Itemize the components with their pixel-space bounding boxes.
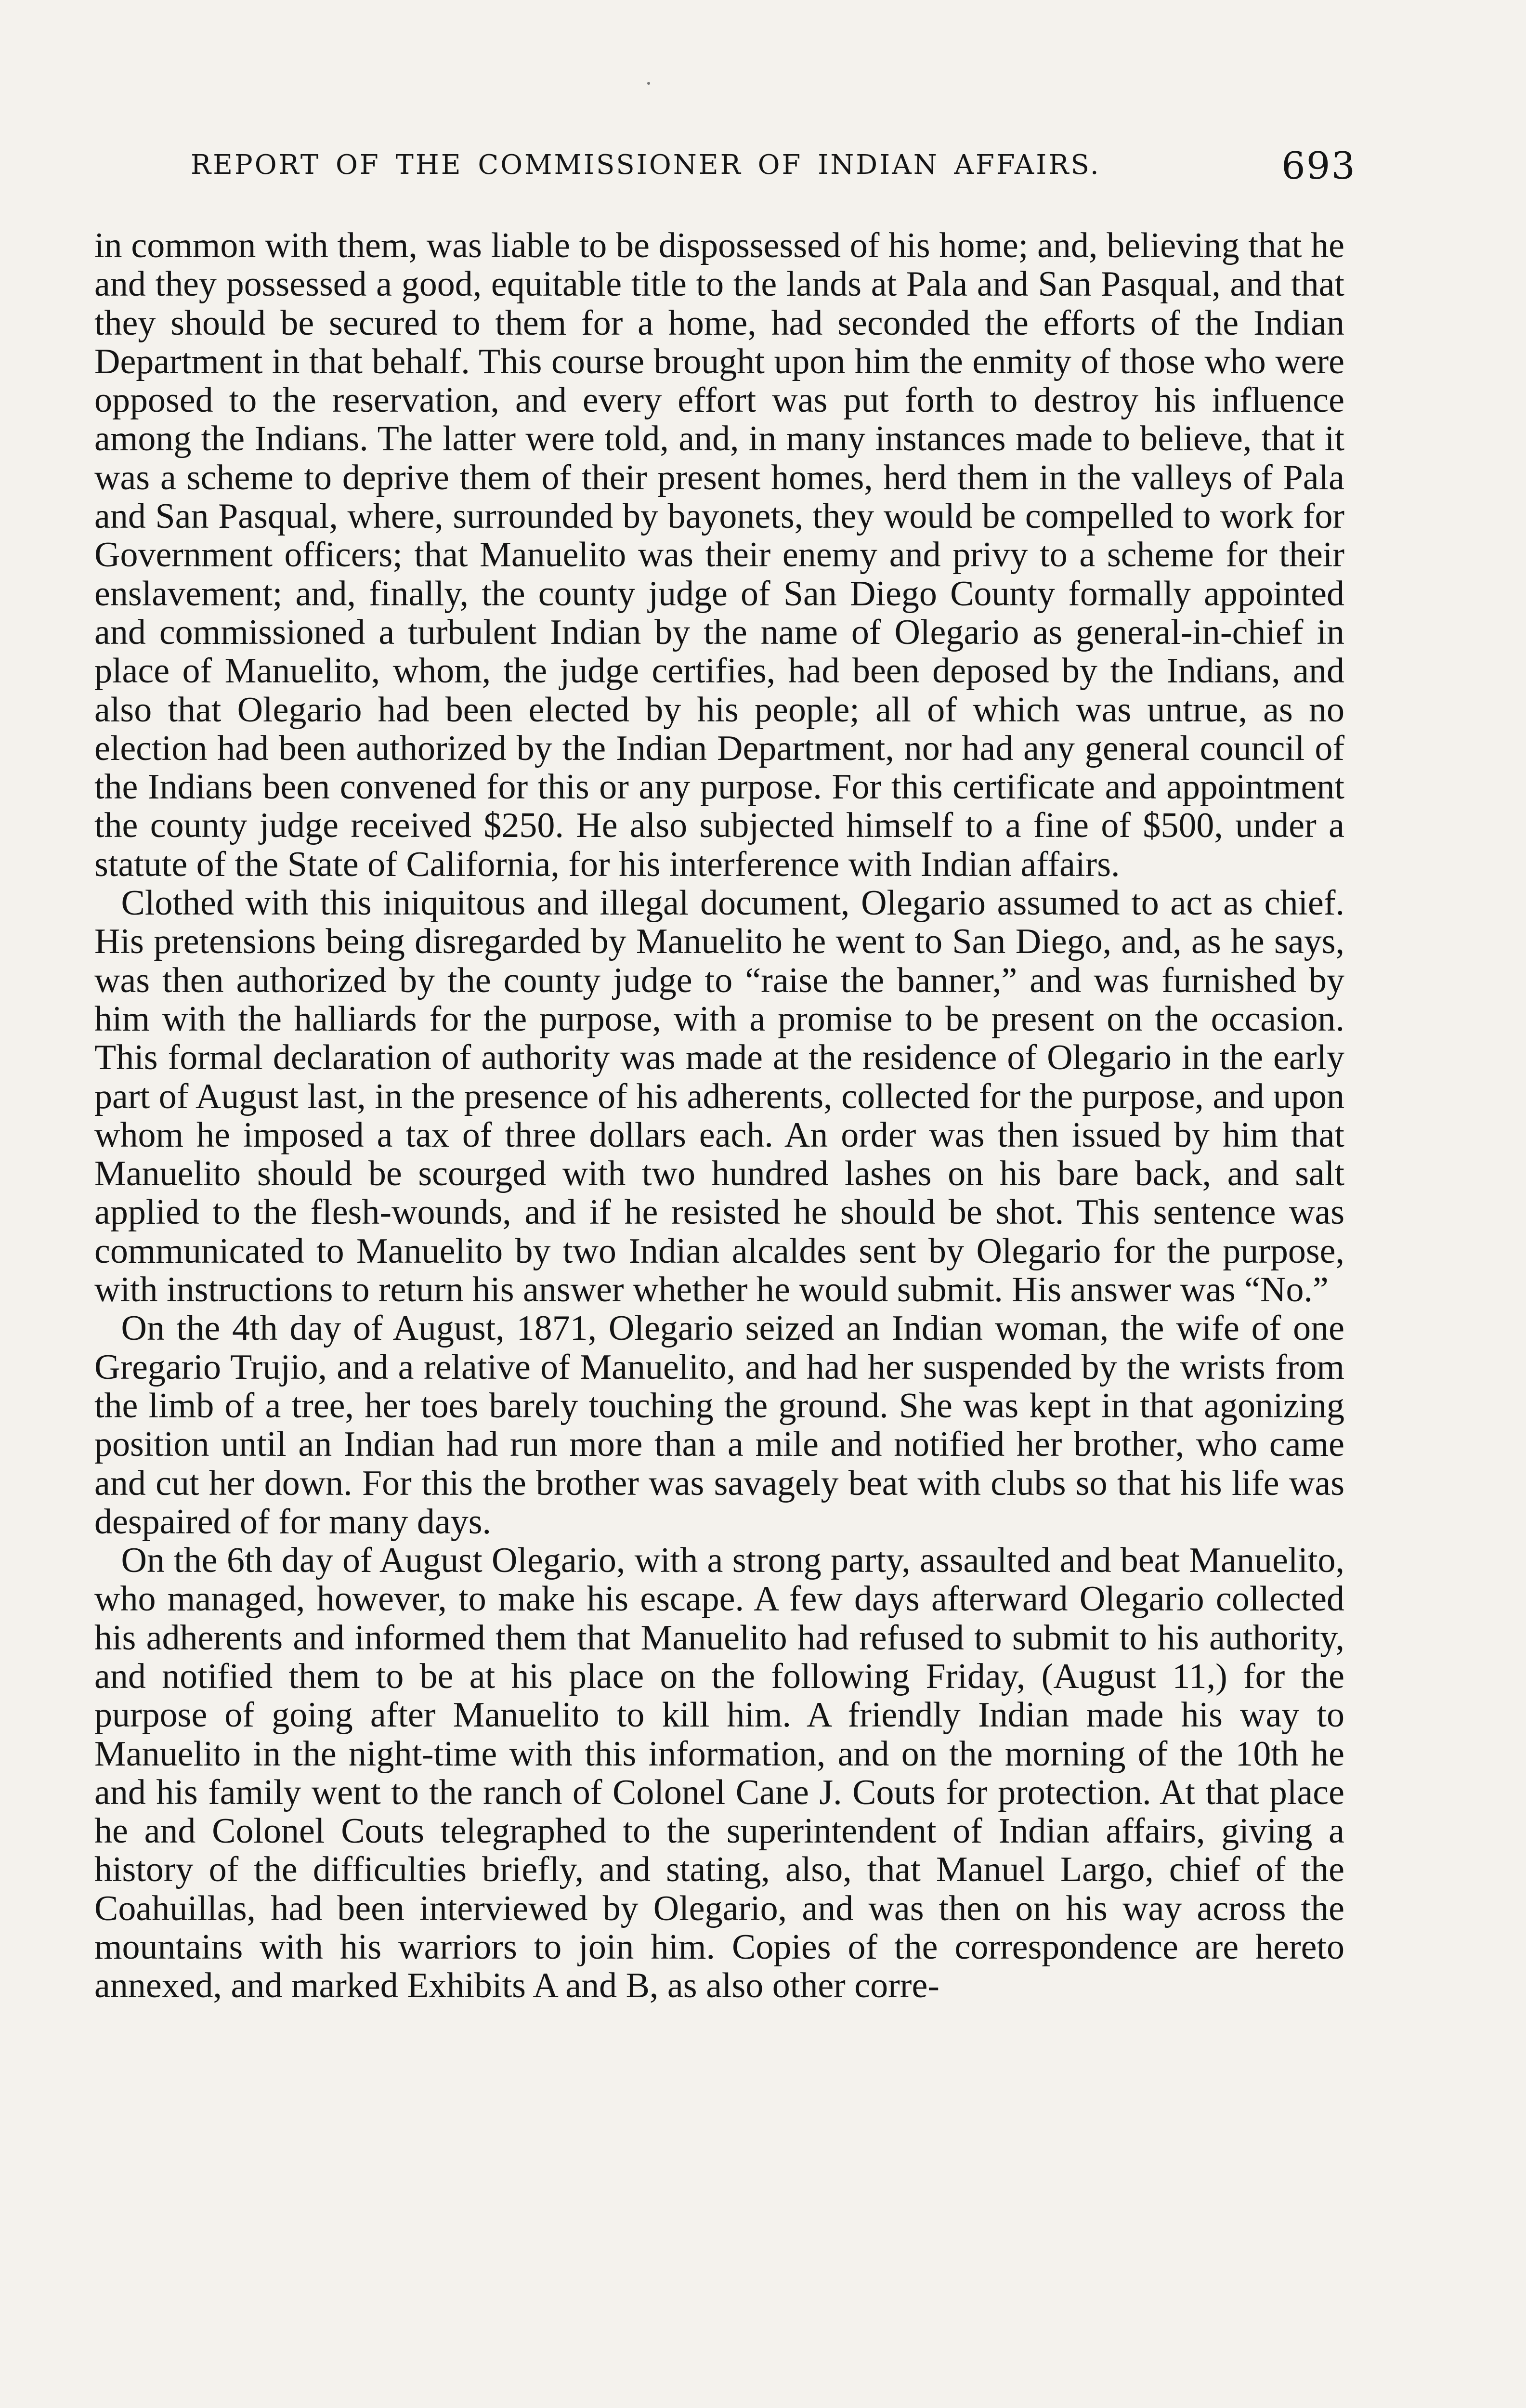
running-title: REPORT OF THE COMMISSIONER OF INDIAN AFFAIRS. xyxy=(191,149,1101,181)
paragraph-3: On the 4th day of August, 1871, Olegario seized an Indian woman, the wife of one Gregario Trujio, and a relative of Manuelito, and had her suspended by the wrists from the limb of a tree, her toes barely touching the ground. She was kept in that agonizing position until an Indian had run more than a mile and notified her brother, who came and cut her down. For this the brother was savagely beat with clubs so that his life was despaired of for many days. xyxy=(94,1309,1344,1542)
paragraph-4: On the 6th day of August Olegario, with a strong party, assaulted and beat Manuelito, who managed, however, to make his escape. A few days afterward Olegario collected his adherents and informed them that Manuelito had refused to submit to his authority, and notified them to be at his place on the following Friday, (August 11,) for the purpose of going after Manuelito to kill him. A friendly Indian made his way to Manuelito in the night-time with this information, and on the morning of the 10th he and his family went to the ranch of Colonel Cane J. Couts for protection. At that place he and Colonel Couts telegraphed to the superintendent of Indian affairs, giving a history of the difficulties briefly, and stating, also, that Manuel Largo, chief of the Coahuillas, had been interviewed by Olegario, and was then on his way across the mountains with his warriors to join him. Copies of the correspondence are hereto annexed, and marked Exhibits A and B, as also other corre- xyxy=(94,1541,1344,2006)
paragraph-2: Clothed with this iniquitous and illegal document, Olegario assumed to act as chief. His pretensions being disregarded by Manuelito he went to San Diego, and, as he says, was then authorized by the county judge to “raise the banner,” and was furnished by him with the halliards for the purpose, with a promise to be present on the occasion. This formal declaration of authority was made at the residence of Olegario in the early part of August last, in the presence of his adherents, collected for the purpose, and upon whom he imposed a tax of three dollars each. An order was then issued by him that Manuelito should be scourged with two hundred lashes on his bare back, and salt applied to the flesh-wounds, and if he resisted he should be shot. This sentence was communicated to Manuelito by two Indian alcaldes sent by Olegario for the purpose, with instructions to return his answer whether he would submit. His answer was “No.” xyxy=(94,883,1344,1310)
scan-speck xyxy=(647,82,650,85)
body-text xyxy=(94,226,1344,2005)
page-number: 693 xyxy=(1281,144,1356,188)
running-header xyxy=(191,144,1356,197)
paragraph-1: in common with them, was liable to be dispossessed of his home; and, believing that he and they possessed a good, equitable title to the lands at Pala and San Pasqual, and that they should be secured to them for a home, had seconded the efforts of the Indian Department in that behalf. This course brought upon him the enmity of those who were opposed to the reservation, and every effort was put forth to destroy his influence among the Indians. The latter were told, and, in many instances made to believe, that it was a scheme to deprive them of their present homes, herd them in the valleys of Pala and San Pasqual, where, surrounded by bayonets, they would be compelled to work for Government officers; that Manuelito was their enemy and privy to a scheme for their enslavement; and, finally, the county judge of San Diego County formally appointed and commissioned a turbulent Indian by the name of Olegario as general-in-chief in place of Manuelito, whom, the judge certifies, had been deposed by the Indians, and also that Olegario had been elected by his people; all of which was untrue, as no election had been authorized by the Indian Department, nor had any general council of the Indians been convened for this or any purpose. For this certificate and appointment the county judge received $250. He also subjected himself to a fine of $500, under a statute of the State of California, for his interference with Indian affairs. xyxy=(94,226,1344,884)
